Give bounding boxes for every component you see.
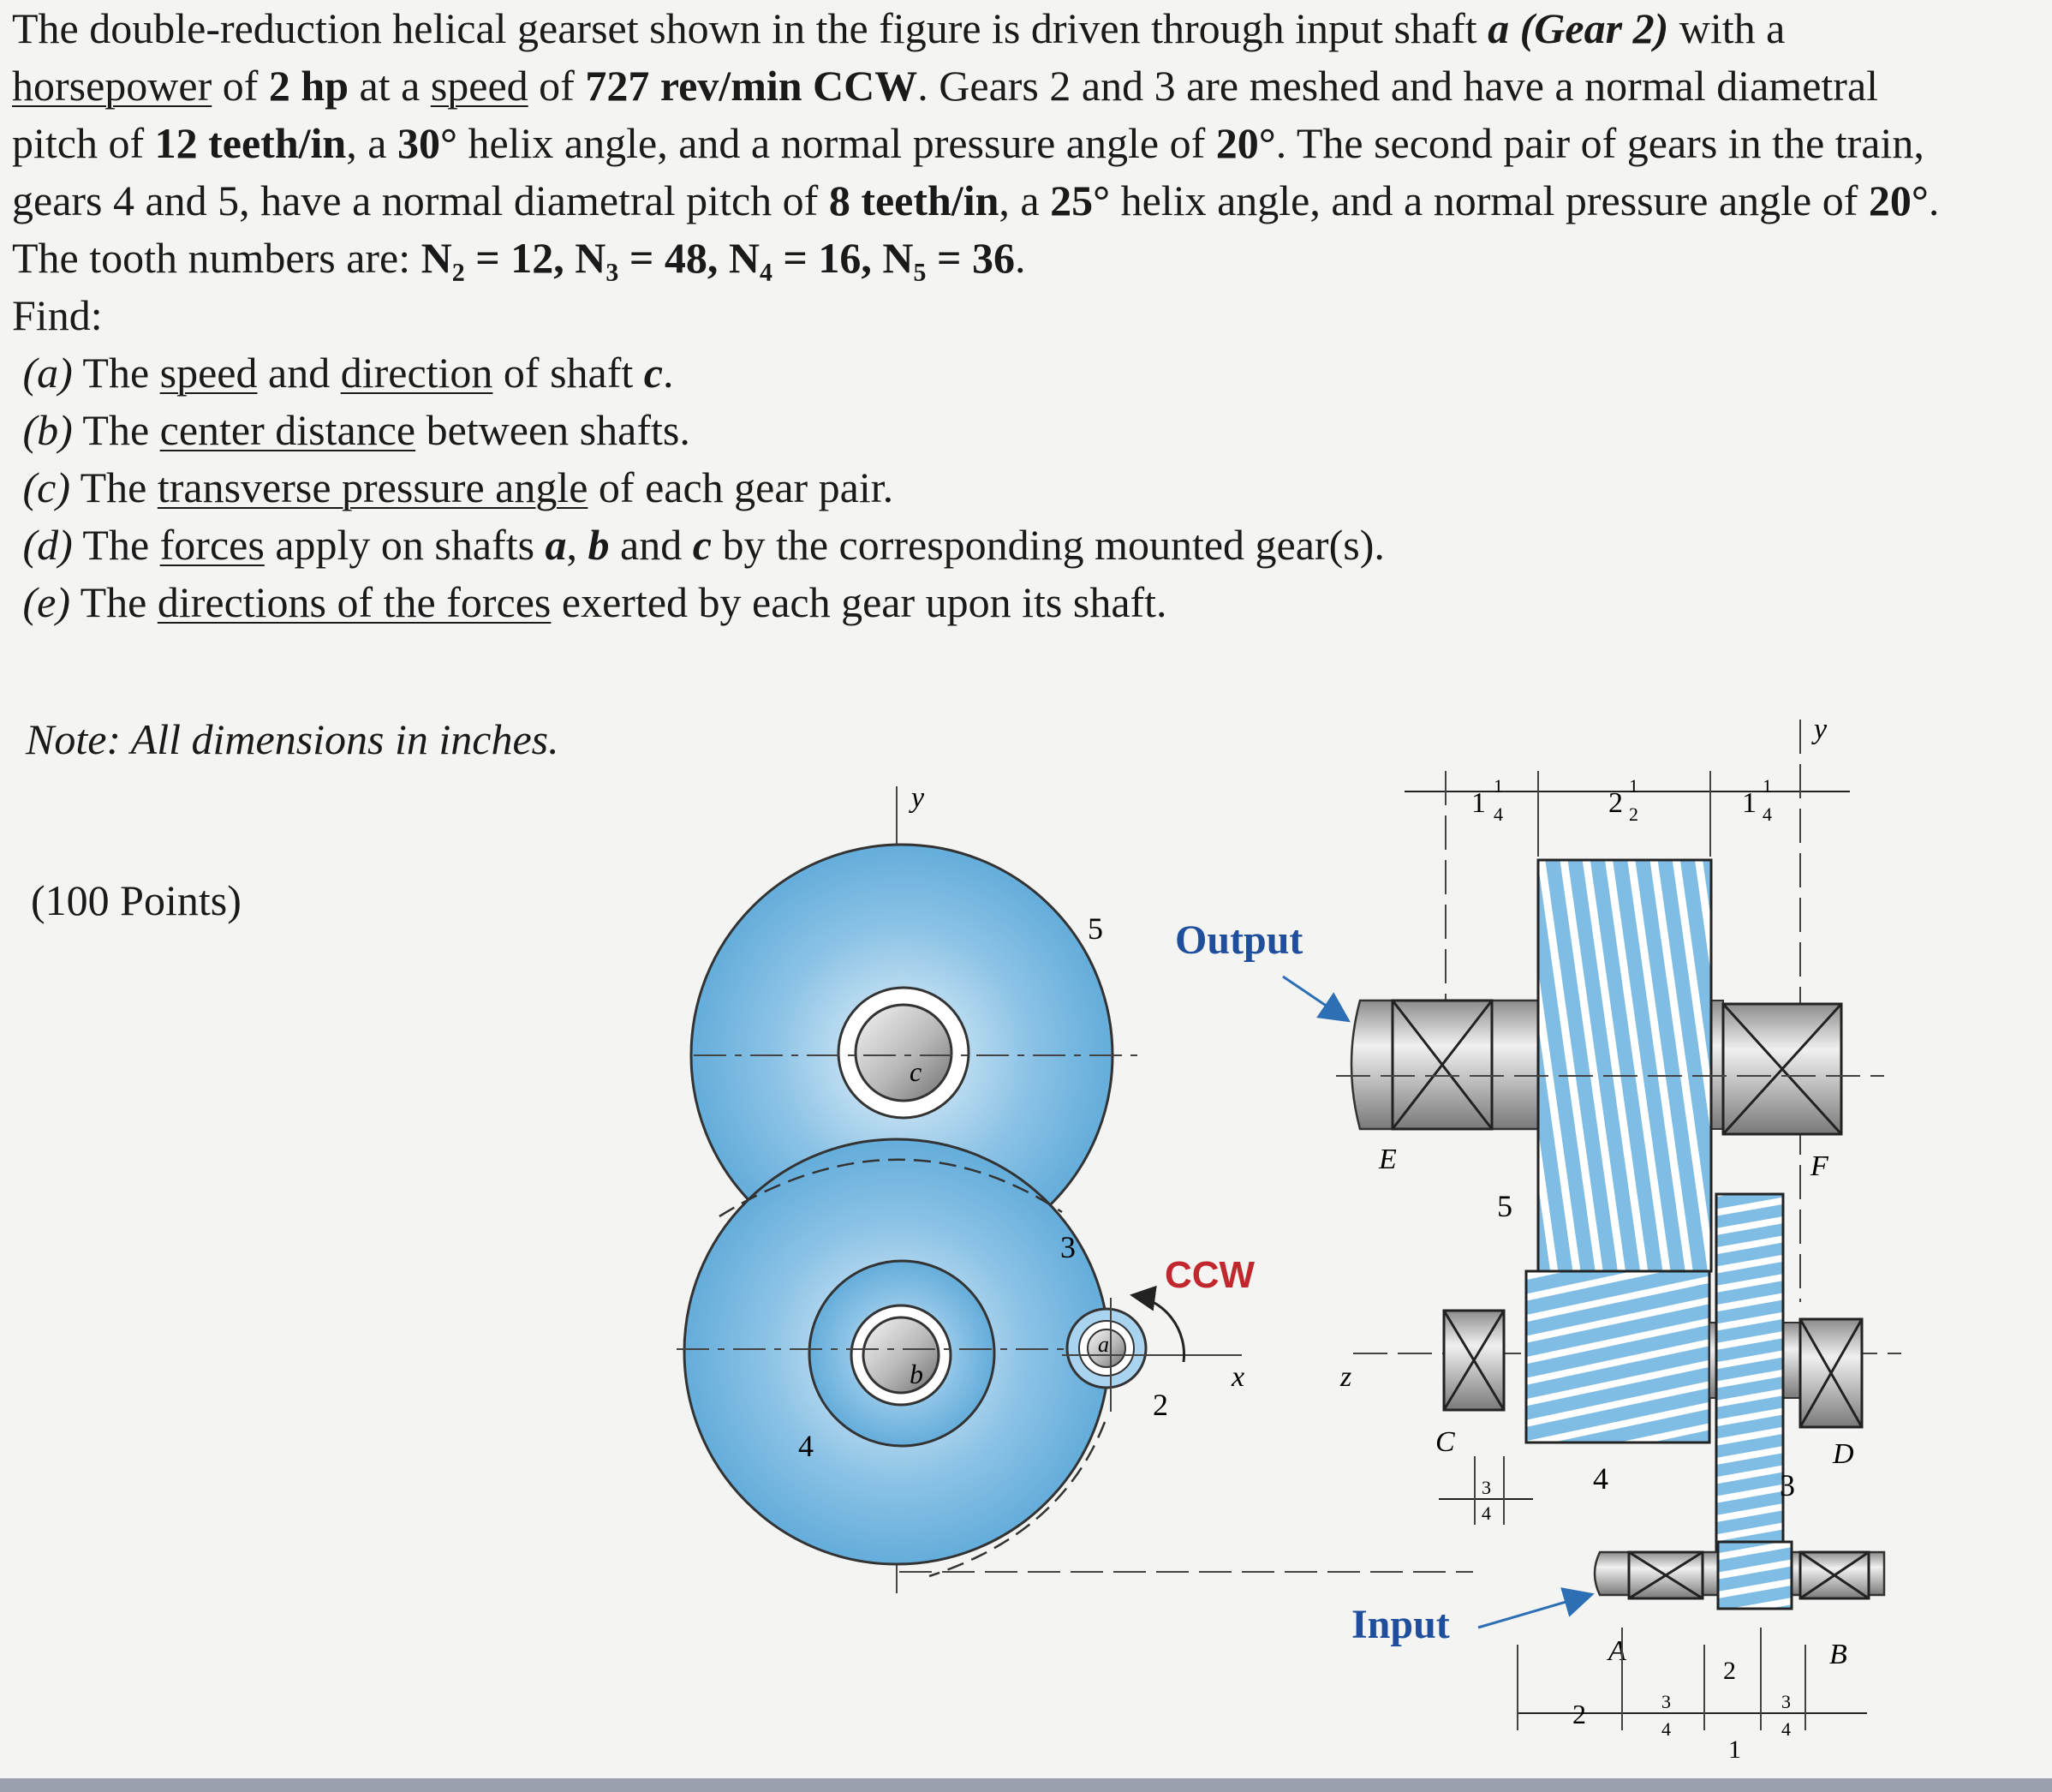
gear-4-side bbox=[1526, 1271, 1709, 1443]
points: (100 Points) bbox=[31, 876, 242, 924]
text: helix angle, and a normal pressure angle of bbox=[1120, 176, 1858, 224]
bearing-C-label: C bbox=[1435, 1426, 1455, 1458]
text: , a bbox=[999, 176, 1040, 224]
output-arrow bbox=[1283, 977, 1346, 1019]
dim-bot-34b-num: 3 bbox=[1781, 1691, 1791, 1712]
text: at a bbox=[359, 62, 421, 110]
bearing-B-label: B bbox=[1829, 1639, 1847, 1670]
text: . Gears 2 and 3 are meshed and have a normal diametral pitch of bbox=[12, 62, 1879, 167]
horsepower-term: horsepower bbox=[12, 62, 212, 110]
gear-4-side-number: 4 bbox=[1593, 1461, 1608, 1496]
text: exerted by each gear upon its shaft. bbox=[551, 578, 1167, 626]
tooth-numbers: N₂ = 12, N₃ = 48, N₄ = 16, N₅ = 36 bbox=[421, 234, 1015, 282]
output-label: Output bbox=[1175, 917, 1303, 963]
bearing-A bbox=[1629, 1552, 1703, 1598]
term: direction bbox=[340, 349, 493, 397]
dim-bot-2: 2 bbox=[1572, 1699, 1586, 1729]
text: between shafts. bbox=[415, 406, 690, 454]
dim-c-num: 3 bbox=[1482, 1477, 1491, 1498]
bearing-A-label: A bbox=[1608, 1635, 1626, 1667]
text: apply on shafts bbox=[264, 521, 546, 569]
shaft-a-ref: a bbox=[1488, 4, 1510, 52]
gear2-ref: (Gear 2) bbox=[1519, 4, 1669, 52]
bearing-D bbox=[1800, 1319, 1862, 1427]
term: transverse pressure angle bbox=[157, 463, 588, 511]
shaft-b-end bbox=[863, 1317, 939, 1393]
dim-top-3-den: 4 bbox=[1763, 803, 1772, 825]
pitch-1-value: 12 teeth/in bbox=[154, 119, 347, 167]
bearing-E-label: E bbox=[1379, 1144, 1397, 1175]
dim-top-1-num: 1 bbox=[1494, 775, 1503, 797]
y-axis-label: y bbox=[911, 782, 925, 814]
gear-5-side bbox=[1538, 860, 1711, 1271]
term: forces bbox=[159, 521, 265, 569]
bearing-E bbox=[1393, 1001, 1492, 1129]
z-axis-label: z bbox=[1340, 1361, 1352, 1393]
power-value: 2 hp bbox=[268, 62, 349, 110]
shaft-b-label: b bbox=[910, 1359, 923, 1389]
input-label: Input bbox=[1351, 1602, 1450, 1647]
gear-5-side-number: 5 bbox=[1497, 1189, 1512, 1223]
dim-bot-34b-den: 4 bbox=[1781, 1718, 1791, 1740]
text: The bbox=[82, 406, 160, 454]
item-letter: (a) bbox=[22, 349, 73, 397]
gear-2-side bbox=[1718, 1542, 1792, 1609]
find-title: Find: bbox=[12, 291, 103, 339]
gear-4-number: 4 bbox=[798, 1429, 814, 1463]
gear-3-side-number: 3 bbox=[1780, 1468, 1795, 1502]
dim-bot-34a-num: 3 bbox=[1661, 1691, 1671, 1712]
item-letter: (e) bbox=[22, 578, 70, 626]
dim-top-3-whole: 1 bbox=[1742, 787, 1757, 819]
dim-top-1-den: 4 bbox=[1494, 803, 1503, 825]
text: The bbox=[80, 463, 158, 511]
text: and bbox=[257, 349, 341, 397]
dim-top-2-whole: 2 bbox=[1608, 787, 1623, 819]
text: of shaft bbox=[492, 349, 644, 397]
dim-bot-2b: 2 bbox=[1723, 1657, 1736, 1685]
helix-2-value: 25° bbox=[1050, 176, 1111, 224]
ccw-label: CCW bbox=[1165, 1254, 1256, 1296]
gear-5-number: 5 bbox=[1088, 911, 1103, 946]
bearing-F-label: F bbox=[1810, 1150, 1828, 1182]
input-arrow bbox=[1478, 1595, 1590, 1628]
bearing-F bbox=[1723, 1004, 1841, 1134]
shaft-ref: b bbox=[588, 521, 610, 569]
pitch-2-value: 8 teeth/in bbox=[828, 176, 999, 224]
text: The double-reduction helical gearset shown in the figure is driven through input shaft bbox=[12, 4, 1477, 52]
y-axis-label-right: y bbox=[1814, 714, 1828, 745]
shaft-c-ref: c bbox=[643, 349, 663, 397]
item-letter: (c) bbox=[22, 463, 70, 511]
pressure-2-value: 20° bbox=[1868, 176, 1929, 224]
note: Note: All dimensions in inches. bbox=[26, 715, 559, 763]
dim-top-2-num: 1 bbox=[1629, 775, 1638, 797]
text: with a bbox=[1679, 4, 1786, 52]
text: . bbox=[662, 349, 674, 397]
gear-3-side bbox=[1716, 1194, 1783, 1562]
shaft-a-label: a bbox=[1098, 1332, 1109, 1357]
text: of bbox=[539, 62, 575, 110]
dim-top-2-den: 2 bbox=[1629, 803, 1638, 825]
item-letter: (b) bbox=[22, 406, 73, 454]
speed-term: speed bbox=[430, 62, 528, 110]
text: , bbox=[566, 521, 588, 569]
shaft-ref: a bbox=[545, 521, 567, 569]
text: . The tooth numbers are: bbox=[12, 176, 1940, 282]
dim-top-3-num: 1 bbox=[1763, 775, 1772, 797]
text: . The second pair of gears in the train, gears 4 and 5, have a normal diametral pitch of bbox=[12, 119, 1924, 224]
term: speed bbox=[159, 349, 258, 397]
term: center distance bbox=[159, 406, 416, 454]
bearing-C bbox=[1444, 1311, 1504, 1410]
dim-c-den: 4 bbox=[1482, 1502, 1491, 1524]
text: . bbox=[1015, 234, 1026, 282]
bearing-B bbox=[1800, 1552, 1869, 1598]
shaft-c-end bbox=[856, 1005, 951, 1101]
speed-value: 727 rev/min CCW bbox=[585, 62, 918, 110]
dim-top-1-whole: 1 bbox=[1471, 787, 1486, 819]
helix-1-value: 30° bbox=[397, 119, 457, 167]
screen-bottom-edge bbox=[0, 1778, 2052, 1792]
shaft-ref: c bbox=[692, 521, 712, 569]
pressure-1-value: 20° bbox=[1215, 119, 1276, 167]
gear-2-number: 2 bbox=[1153, 1388, 1168, 1422]
text: helix angle, and a normal pressure angle of bbox=[468, 119, 1206, 167]
text: by the corresponding mounted gear(s). bbox=[711, 521, 1385, 569]
shaft-c-label: c bbox=[910, 1056, 922, 1087]
text: and bbox=[609, 521, 693, 569]
text: The bbox=[82, 521, 160, 569]
bearing-D-label: D bbox=[1833, 1438, 1854, 1470]
dim-bot-34a-den: 4 bbox=[1661, 1718, 1671, 1740]
text: of each gear pair. bbox=[588, 463, 894, 511]
text: The bbox=[80, 578, 158, 626]
dim-bot-1: 1 bbox=[1728, 1735, 1741, 1764]
item-letter: (d) bbox=[22, 521, 73, 569]
text: , a bbox=[346, 119, 387, 167]
text: of bbox=[222, 62, 259, 110]
gear-3-number: 3 bbox=[1060, 1230, 1076, 1264]
term: directions of the forces bbox=[157, 578, 552, 626]
text: The bbox=[82, 349, 160, 397]
x-axis-label: x bbox=[1232, 1361, 1245, 1393]
